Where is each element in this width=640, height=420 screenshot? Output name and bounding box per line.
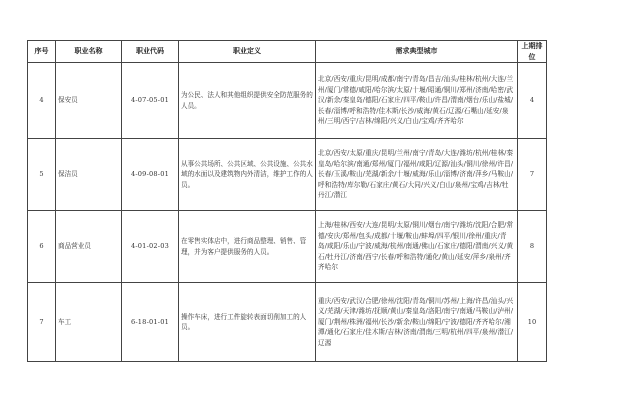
cell-occupation-code: 4-09-08-01 [122,139,179,211]
cell-previous-rank: 4 [518,63,547,139]
table-row [28,139,547,211]
cell-occupation-definition: 在零售实体店中，进行商品整理、销售、管理，并为客户提供服务的人员。 [179,211,316,283]
cell-occupation-definition: 操作车床，进行工件旋转表面切削加工的人员。 [179,283,316,362]
header-occupation-name: 职业名称 [56,41,122,63]
header-previous-rank: 上期排位 [518,41,547,63]
cell-occupation-code: 4-01-02-03 [122,211,179,283]
table-row [28,211,547,283]
cell-typical-cities: 北京/西安/重庆/昆明/成都/南宁/青岛/昌吉/汕头/桂林/杭州/大连/兰州/厦门/常德/咸阳/哈尔滨/太原/十堰/昭通/铜川/郑州/济南/哈密/武汉/新余/秦皇岛/德阳/石家庄/四平/鞍山/许昌/渭南/烟台/乐山/盐城/长春/淄博/呼和浩特/佳木斯/长沙/威海/黄石/辽源/石嘴山/延安/泉州/三明/西宁/吉林/绵阳/兴义/白山/宝鸡/齐齐哈尔 [316,63,518,139]
cell-typical-cities: 重庆/西安/武汉/合肥/徐州/沈阳/青岛/铜川/苏州/上海/许昌/汕头/兴义/芜湖/天津/潍坊/抚顺/黄山/秦皇岛/洛阳/南宁/南通/马鞍山/泸州/厦门/荆州/株洲/福州/长沙/新余/鞍山/绵阳/宁波/德阳/齐齐哈尔/湘潭/通化/石家庄/佳木斯/吉林/济南/渭南/三明/杭州/四平/泉州/潜江/辽源 [316,283,518,362]
cell-previous-rank: 10 [518,283,547,362]
cell-occupation-name: 保安员 [56,63,122,139]
table-row [28,283,547,362]
table-header-row [28,41,547,63]
cell-typical-cities: 上海/桂林/西安/大连/昆明/太原/铜川/烟台/南宁/潍坊/沈阳/合肥/常德/安庆/郑州/包头/成都/十堰/鞍山/蚌埠/四平/银川/徐州/重庆/青岛/咸阳/乐山/宁波/威海/杭州/南通/佛山/石家庄/德阳/渭南/兴义/黄石/牡丹江/济南/西宁/长春/呼和浩特/通化/黄山/延安/萍乡/泉州/齐齐哈尔 [316,211,518,283]
cell-occupation-definition: 从事公共场所、公共区域、公共设施、公共水域的水面以及建筑物内外清洁，维护工作的人员。 [179,139,316,211]
header-occupation-definition: 职业定义 [179,41,316,63]
table-row [28,63,547,139]
cell-no: 5 [28,139,56,211]
cell-occupation-name: 车工 [56,283,122,362]
occupation-demand-table [27,40,547,362]
cell-occupation-definition: 为公民、法人和其他组织提供安全防范服务的人员。 [179,63,316,139]
cell-occupation-code: 4-07-05-01 [122,63,179,139]
cell-no: 7 [28,283,56,362]
cell-occupation-code: 6-18-01-01 [122,283,179,362]
cell-occupation-name: 保洁员 [56,139,122,211]
cell-no: 4 [28,63,56,139]
cell-typical-cities: 北京/西安/太原/重庆/昆明/兰州/南宁/青岛/大连/潍坊/杭州/桂林/秦皇岛/哈尔滨/南通/郑州/厦门/福州/咸阳/辽源/汕头/铜川/徐州/许昌/长春/玉溪/鞍山/芜湖/新余/十堰/威海/乐山/淄博/济南/萍乡/马鞍山/呼和浩特/库尔勒/石家庄/黄石/大同/兴义/白山/泉州/宝鸡/吉林/牡丹江/潜江 [316,139,518,211]
header-no: 序号 [28,41,56,63]
header-occupation-code: 职业代码 [122,41,179,63]
cell-previous-rank: 7 [518,139,547,211]
header-typical-cities: 需求典型城市 [316,41,518,63]
cell-occupation-name: 商品营业员 [56,211,122,283]
cell-previous-rank: 8 [518,211,547,283]
cell-no: 6 [28,211,56,283]
